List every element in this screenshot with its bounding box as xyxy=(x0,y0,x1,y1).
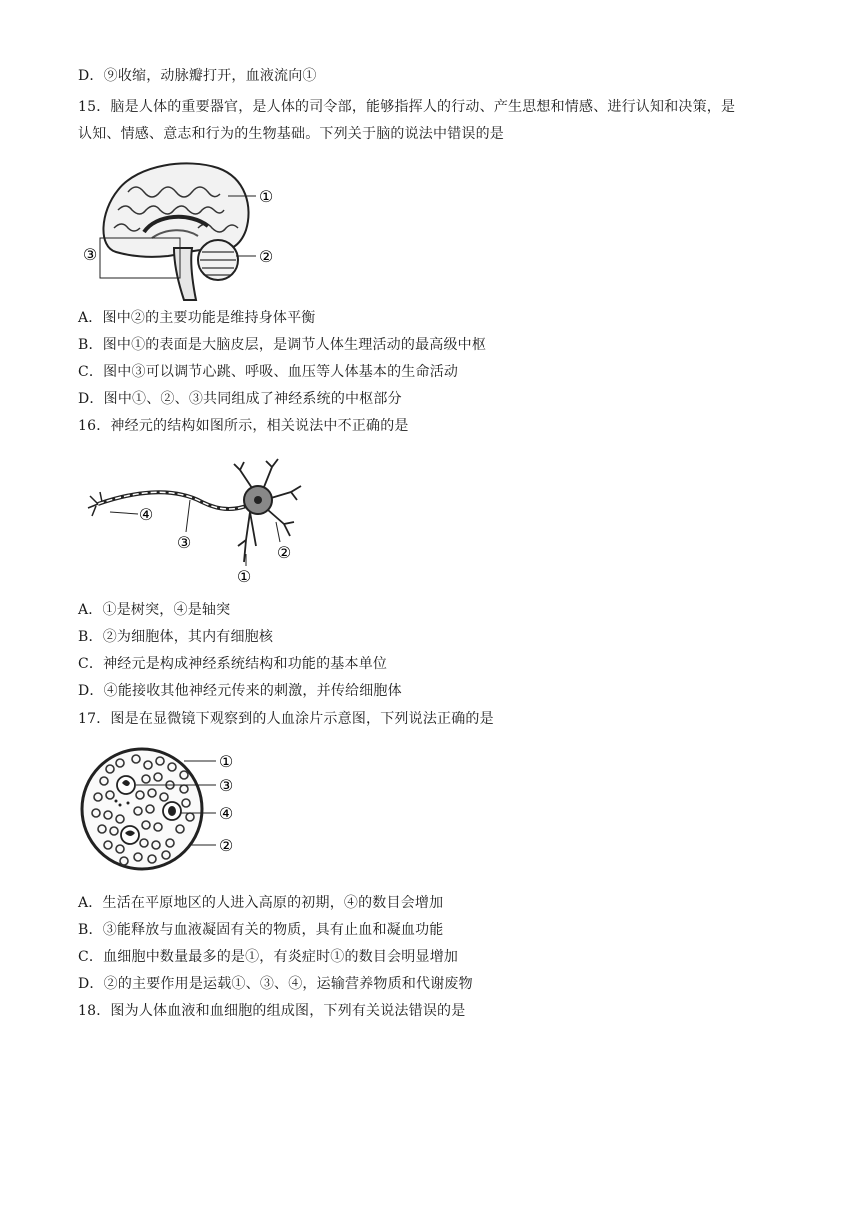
smear-label-3: ③ xyxy=(218,776,234,795)
q16-stem: 16．神经元的结构如图所示，相关说法中不正确的是 xyxy=(78,418,409,434)
q18-stem: 18．图为人体血液和血细胞的组成图，下列有关说法错误的是 xyxy=(78,1003,466,1019)
smear-label-2: ② xyxy=(218,836,234,855)
brain-label-2: ② xyxy=(258,247,274,266)
q15-option-a: A．图中②的主要功能是维持身体平衡 xyxy=(78,310,316,326)
neuron-label-3: ③ xyxy=(176,533,192,552)
q16-option-d: D．④能接收其他神经元传来的刺激，并传给细胞体 xyxy=(78,683,402,699)
neuron-label-2: ② xyxy=(276,543,292,562)
q17-stem: 17．图是在显微镜下观察到的人血涂片示意图，下列说法正确的是 xyxy=(78,711,494,727)
smear-label-4: ④ xyxy=(218,804,234,823)
q15-stem-line1: 15．脑是人体的重要器官，是人体的司令部，能够指挥人的行动、产生思想和情感、进行认知和决策，是 xyxy=(78,99,736,115)
neuron-label-4: ④ xyxy=(138,505,154,524)
q15-option-d: D．图中①、②、③共同组成了神经系统的中枢部分 xyxy=(78,391,402,407)
q15-option-b: B．图中①的表面是大脑皮层，是调节人体生理活动的最高级中枢 xyxy=(78,337,487,353)
q16-option-a: A．①是树突，④是轴突 xyxy=(78,602,231,618)
blood-smear-figure xyxy=(80,745,250,875)
neuron-figure xyxy=(82,452,312,590)
neuron-label-1: ① xyxy=(236,567,252,586)
q16-option-c: C．神经元是构成神经系统结构和功能的基本单位 xyxy=(78,656,388,672)
q15-stem-line2: 认知、情感、意志和行为的生物基础。下列关于脑的说法中错误的是 xyxy=(78,126,504,142)
q16-option-b: B．②为细胞体，其内有细胞核 xyxy=(78,629,274,645)
brain-figure xyxy=(78,152,288,302)
q15-option-c: C．图中③可以调节心跳、呼吸、血压等人体基本的生命活动 xyxy=(78,364,459,380)
q17-option-a: A．生活在平原地区的人进入高原的初期，④的数目会增加 xyxy=(78,895,444,911)
q17-option-b: B．③能释放与血液凝固有关的物质，具有止血和凝血功能 xyxy=(78,922,444,938)
brain-label-3: ③ xyxy=(82,245,98,264)
q17-option-c: C．血细胞中数量最多的是①，有炎症时①的数目会明显增加 xyxy=(78,949,459,965)
q14-option-d: D．⑨收缩，动脉瓣打开，血液流向① xyxy=(78,68,317,84)
q17-option-d: D．②的主要作用是运载①、③、④，运输营养物质和代谢废物 xyxy=(78,976,473,992)
smear-label-1: ① xyxy=(218,752,234,771)
brain-label-1: ① xyxy=(258,187,274,206)
